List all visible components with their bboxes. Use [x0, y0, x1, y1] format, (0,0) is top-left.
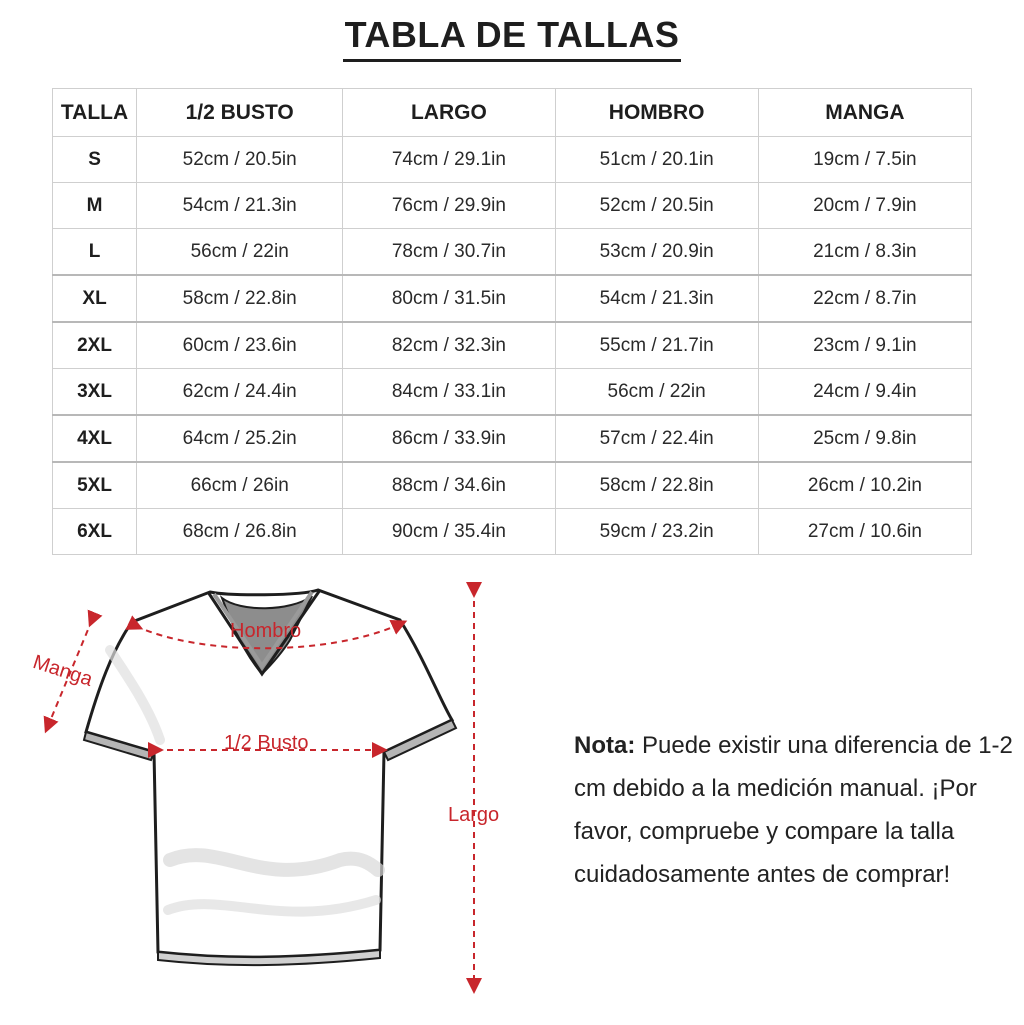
manga-cell: 19cm / 7.5in	[758, 137, 971, 183]
table-row	[53, 322, 972, 369]
largo-cell: 84cm / 33.1in	[343, 369, 555, 416]
manga-label: Manga	[30, 651, 96, 691]
hombro-cell: 53cm / 20.9in	[555, 229, 758, 276]
note-text: Puede existir una diferencia de 1-2 cm debido a la medición manual. ¡Por favor, compruebe y compare la talla cuidadosamente antes de comprar!	[574, 732, 1013, 888]
table-row	[53, 415, 972, 462]
largo-cell: 86cm / 33.9in	[343, 415, 555, 462]
manga-cell: 21cm / 8.3in	[758, 229, 971, 276]
size-table	[52, 88, 972, 555]
manga-cell: 27cm / 10.6in	[758, 509, 971, 555]
size-cell: S	[53, 137, 137, 183]
header-manga: MANGA	[758, 89, 971, 137]
hombro-cell: 56cm / 22in	[555, 369, 758, 416]
table-row	[53, 275, 972, 322]
page-title-text: TABLA DE TALLAS	[343, 15, 682, 62]
size-cell: 5XL	[53, 462, 137, 509]
largo-cell: 80cm / 31.5in	[343, 275, 555, 322]
table-row	[53, 229, 972, 276]
manga-cell: 25cm / 9.8in	[758, 415, 971, 462]
hombro-cell: 58cm / 22.8in	[555, 462, 758, 509]
header-talla: TALLA	[53, 89, 137, 137]
table-row	[53, 183, 972, 229]
size-cell: 4XL	[53, 415, 137, 462]
largo-cell: 74cm / 29.1in	[343, 137, 555, 183]
size-cell: XL	[53, 275, 137, 322]
manga-cell: 22cm / 8.7in	[758, 275, 971, 322]
hombro-cell: 51cm / 20.1in	[555, 137, 758, 183]
hombro-cell: 55cm / 21.7in	[555, 322, 758, 369]
hombro-cell: 59cm / 23.2in	[555, 509, 758, 555]
busto-cell: 62cm / 24.4in	[137, 369, 343, 416]
hombro-cell: 52cm / 20.5in	[555, 183, 758, 229]
busto-cell: 58cm / 22.8in	[137, 275, 343, 322]
table-row	[53, 137, 972, 183]
largo-cell: 88cm / 34.6in	[343, 462, 555, 509]
header-hombro: HOMBRO	[555, 89, 758, 137]
manga-cell: 26cm / 10.2in	[758, 462, 971, 509]
note-label: Nota:	[574, 732, 636, 759]
largo-cell: 76cm / 29.9in	[343, 183, 555, 229]
header-largo: LARGO	[343, 89, 555, 137]
table-row	[53, 369, 972, 416]
busto-label: 1/2 Busto	[224, 732, 309, 754]
largo-cell: 90cm / 35.4in	[343, 509, 555, 555]
note	[574, 724, 1014, 896]
tshirt-diagram	[0, 560, 560, 1020]
table-header-row	[53, 89, 972, 137]
table-row	[53, 509, 972, 555]
largo-cell: 82cm / 32.3in	[343, 322, 555, 369]
manga-cell: 23cm / 9.1in	[758, 322, 971, 369]
largo-cell: 78cm / 30.7in	[343, 229, 555, 276]
busto-cell: 68cm / 26.8in	[137, 509, 343, 555]
largo-label: Largo	[448, 804, 500, 826]
size-cell: M	[53, 183, 137, 229]
hombro-cell: 57cm / 22.4in	[555, 415, 758, 462]
busto-cell: 60cm / 23.6in	[137, 322, 343, 369]
manga-cell: 20cm / 7.9in	[758, 183, 971, 229]
size-cell: 6XL	[53, 509, 137, 555]
busto-cell: 66cm / 26in	[137, 462, 343, 509]
busto-cell: 52cm / 20.5in	[137, 137, 343, 183]
size-cell: L	[53, 229, 137, 276]
busto-cell: 64cm / 25.2in	[137, 415, 343, 462]
hombro-label: Hombro	[230, 620, 302, 642]
header-busto: 1/2 BUSTO	[137, 89, 343, 137]
busto-cell: 54cm / 21.3in	[137, 183, 343, 229]
size-cell: 2XL	[53, 322, 137, 369]
hombro-cell: 54cm / 21.3in	[555, 275, 758, 322]
page-title	[0, 14, 1024, 62]
manga-cell: 24cm / 9.4in	[758, 369, 971, 416]
busto-cell: 56cm / 22in	[137, 229, 343, 276]
table-row	[53, 462, 972, 509]
size-cell: 3XL	[53, 369, 137, 416]
